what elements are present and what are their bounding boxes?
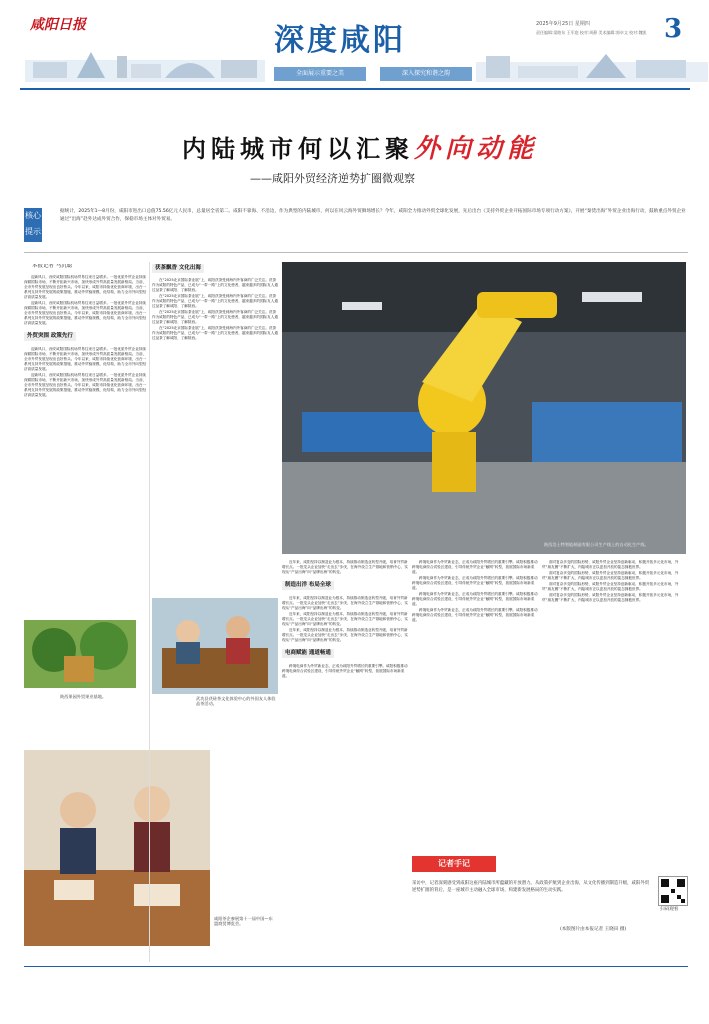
column-5-text-2: 面对复杂多变的国际形势，咸阳外贸企业坚持创新驱动，积极开拓多元化市场，外贸“朋友圈”不断扩大，内陆城市正以更加开放的姿态拥抱世界。 [542, 571, 679, 580]
reporters-note-text: 采访中，记者深刻感受到咸阳这座内陆城市所蕴藏的开放潜力。从政策护航到企业出海，从文化传播到制造升级，咸阳外贸逆势扩圈的背后，是一座城市主动融入全球市场、构建新发展格局的生动实践。 [412, 881, 650, 893]
column-2-text: 在“2025北京国际茶业展”上，咸阳茯茶受到海内外客商的广泛关注。茯茶作为咸阳的特色产品，已成为“一带一路”上的文化使者，越来越多的国际友人通过品茶了解咸阳、了解陕西。 [152, 278, 278, 292]
headline-sub: ——咸阳外贸经济逆势扩圈微观察 [250, 172, 415, 185]
main-photo-caption: 陕西浩士特智能制造有限公司生产线上的自动化生产线。 [544, 542, 649, 547]
masthead [0, 0, 709, 88]
headline-emphasis: 外向动能 [413, 134, 538, 164]
page-number: 3 [664, 14, 683, 44]
column-4-text-3: 跨境电商作为外贸新业态，正成为咸阳外贸增长的重要引擎。咸阳积极推动跨境电商综合试验区建设，引导传统外贸企业“触网”转型，拓展国际市场新渠道。 [412, 592, 538, 606]
editors-line: 责任编辑:梁皓东 王军庭 校对:周静 美术编辑:郭卓文 校对:魏凯 [536, 30, 647, 35]
section-heading-policy: 外贸突围 政策先行 [24, 332, 76, 341]
photo-orchard [24, 620, 136, 688]
column-3 [282, 560, 408, 960]
column-5-text: 面对复杂多变的国际形势，咸阳外贸企业坚持创新驱动，积极开拓多元化市场，外贸“朋友圈”不断扩大，内陆城市正以更加开放的姿态拥抱世界。 [542, 560, 679, 569]
column-3-text-5: 跨境电商作为外贸新业态，正成为咸阳外贸增长的重要引擎。咸阳积极推动跨境电商综合试验区建设，引导传统外贸企业“触网”转型，拓展国际市场新渠道。 [282, 664, 408, 678]
photo-tea-caption: 武功县茯砖茶文化体验中心的外国友人体验品茶活动。 [196, 696, 276, 706]
qr-code[interactable] [658, 876, 688, 906]
skyline-illustration-right [476, 42, 708, 82]
headline [125, 128, 595, 165]
column-1-text-4: 迎新风口，西安咸阳国际机场贸易往来日益增多。一批优质外贸企业持续深耕国际市场，不断开拓新兴市场，加快形成外贸高质量发展新格局。当前，全市外贸发展呈现出良好势头。今年以来，咸阳市持续优化营商环境，出台一系列支持外贸发展的政策措施，推动外贸稳规模、优结构，助力全市外向型经济高质量发展。 [24, 373, 147, 397]
photo-credit: (本版图片由本报记者 王晓田 摄) [560, 927, 627, 932]
column-2-text-3: 在“2025北京国际茶业展”上，咸阳茯茶受到海内外客商的广泛关注。茯茶作为咸阳的特色产品，已成为“一带一路”上的文化使者，越来越多的国际友人通过品茶了解咸阳、了解陕西。 [152, 310, 278, 324]
skyline-illustration [25, 42, 265, 82]
reporters-note-heading-text: 记者手记 [438, 859, 470, 868]
byline: 本报记者 马沉聪 [32, 264, 73, 269]
summary-text: 据统计，2025年1—8月份，咸阳市进出口总值75.56亿元人民币，总量居全省第二。咸阳不靠海、不沿边，作为典型的内陆城市，何以在风云海外贸舞场增长？今年，咸阳全力推动外贸全球化发展，先后出台《支持外贸企业开拓国际市场专项行动方案》，开展“秦货出海”外贸企业出海行动，鼓励重点外贸企业通过“出海”赴外达成外贸合作，保稳市场主体对外贸易。 [60, 209, 686, 222]
section-tab-2: 深入探究和谐之韵 [380, 67, 472, 81]
column-5 [542, 560, 686, 840]
photo-fair-caption: 咸阳茶企参展第十一届中国—东盟商贸博览会。 [214, 916, 273, 926]
column-1-text-3: 迎新风口，西安咸阳国际机场贸易往来日益增多。一批优质外贸企业持续深耕国际市场，不断开拓新兴市场，加快形成外贸高质量发展新格局。当前，全市外贸发展呈现出良好势头。今年以来，咸阳市持续优化营商环境，出台一系列支持外贸发展的政策措施，推动外贸稳规模、优结构，助力全市外向型经济高质量发展。 [24, 347, 147, 371]
column-5-text-4: 面对复杂多变的国际形势，咸阳外贸企业坚持创新驱动，积极开拓多元化市场，外贸“朋友圈”不断扩大，内陆城市正以更加开放的姿态拥抱世界。 [542, 593, 679, 602]
column-1-text-2: 迎新风口，西安咸阳国际机场贸易往来日益增多。一批优质外贸企业持续深耕国际市场，不断开拓新兴市场，加快形成外贸高质量发展新格局。当前，全市外贸发展呈现出良好势头。今年以来，咸阳市持续优化营商环境，出台一系列支持外贸发展的政策措施，推动外贸稳规模、优结构，助力全市外向型经济高质量发展。 [24, 301, 147, 325]
column-4 [412, 560, 538, 840]
column-2-text-2: 在“2025北京国际茶业展”上，咸阳茯茶受到海内外客商的广泛关注。茯茶作为咸阳的特色产品，已成为“一带一路”上的文化使者，越来越多的国际友人通过品茶了解咸阳、了解陕西。 [152, 294, 278, 308]
photo-orchard-caption: 陕西果园外贸果业基地。 [60, 694, 107, 699]
section-title: 深度咸阳 [274, 23, 406, 58]
section-heading-manufacturing: 制造出洋 布局全球 [282, 581, 334, 590]
column-1-text: 迎新风口，西安咸阳国际机场贸易往来日益增多。一批优质外贸企业持续深耕国际市场，不断开拓新兴市场，加快形成外贸高质量发展新格局。当前，全市外贸发展呈现出良好势头。今年以来，咸阳市持续优化营商环境，出台一系列支持外贸发展的政策措施，推动外贸稳规模、优结构，助力全市外向型经济高质量发展。 [24, 275, 147, 299]
column-5-text-3: 面对复杂多变的国际形势，咸阳外贸企业坚持创新驱动，积极开拓多元化市场，外贸“朋友圈”不断扩大，内陆城市正以更加开放的姿态拥抱世界。 [542, 582, 679, 591]
column-3-text: 近年来，咸阳坚持以制造业为根本，持续推动制造业转型升级，培育外贸新增长点。一批龙头企业加快“走出去”步伐，在海外设立生产基地和营销中心，实现从“产品出海”向“品牌出海”的转变。 [282, 560, 408, 574]
column-3-text-3: 近年来，咸阳坚持以制造业为根本，持续推动制造业转型升级，培育外贸新增长点。一批龙头企业加快“走出去”步伐，在海外设立生产基地和营销中心，实现从“产品出海”向“品牌出海”的转变。 [282, 612, 408, 626]
summary-label-2: 提示 [25, 227, 41, 236]
photo-trade-fair [24, 750, 210, 946]
section-heading-tea: 茯茶飘香 文化出海 [152, 264, 204, 273]
column-4-text: 跨境电商作为外贸新业态，正成为咸阳外贸增长的重要引擎。咸阳积极推动跨境电商综合试验区建设，引导传统外贸企业“触网”转型，拓展国际市场新渠道。 [412, 560, 538, 574]
column-3-text-4: 近年来，咸阳坚持以制造业为根本，持续推动制造业转型升级，培育外贸新增长点。一批龙头企业加快“走出去”步伐，在海外设立生产基地和营销中心，实现从“产品出海”向“品牌出海”的转变。 [282, 628, 408, 642]
section-heading-ecommerce: 电商赋能 通道畅通 [282, 649, 334, 658]
masthead-rule [20, 88, 690, 90]
column-4-text-4: 跨境电商作为外贸新业态，正成为咸阳外贸增长的重要引擎。咸阳积极推动跨境电商综合试验区建设，引导传统外贸企业“触网”转型，拓展国际市场新渠道。 [412, 608, 538, 622]
column-2 [152, 264, 278, 594]
photo-tea-experience [152, 598, 278, 694]
qr-label: 扫码观看 [660, 907, 679, 912]
bottom-rule [24, 966, 688, 967]
reporters-note-heading [412, 856, 496, 872]
headline-main: 内陆城市何以汇聚 [181, 135, 414, 163]
column-4-text-2: 跨境电商作为外贸新业态，正成为咸阳外贸增长的重要引擎。咸阳积极推动跨境电商综合试验区建设，引导传统外贸企业“触网”转型，拓展国际市场新渠道。 [412, 576, 538, 590]
column-divider [149, 262, 150, 962]
main-photo-robot-arm [282, 262, 686, 554]
column-2-text-4: 在“2025北京国际茶业展”上，咸阳茯茶受到海内外客商的广泛关注。茯茶作为咸阳的特色产品，已成为“一带一路”上的文化使者，越来越多的国际友人通过品茶了解咸阳、了解陕西。 [152, 326, 278, 340]
newspaper-brand: 咸阳日报 [30, 17, 86, 33]
section-tab-1: 全面展示重要之美 [274, 67, 366, 81]
column-3-text-2: 近年来，咸阳坚持以制造业为根本，持续推动制造业转型升级，培育外贸新增长点。一批龙头企业加快“走出去”步伐，在海外设立生产基地和营销中心，实现从“产品出海”向“品牌出海”的转变。 [282, 596, 408, 610]
summary-rule [24, 252, 688, 253]
summary-label [24, 208, 42, 242]
summary-label-1: 核心 [25, 211, 41, 220]
date-line: 2025年9月25日 星期四 [536, 21, 590, 27]
